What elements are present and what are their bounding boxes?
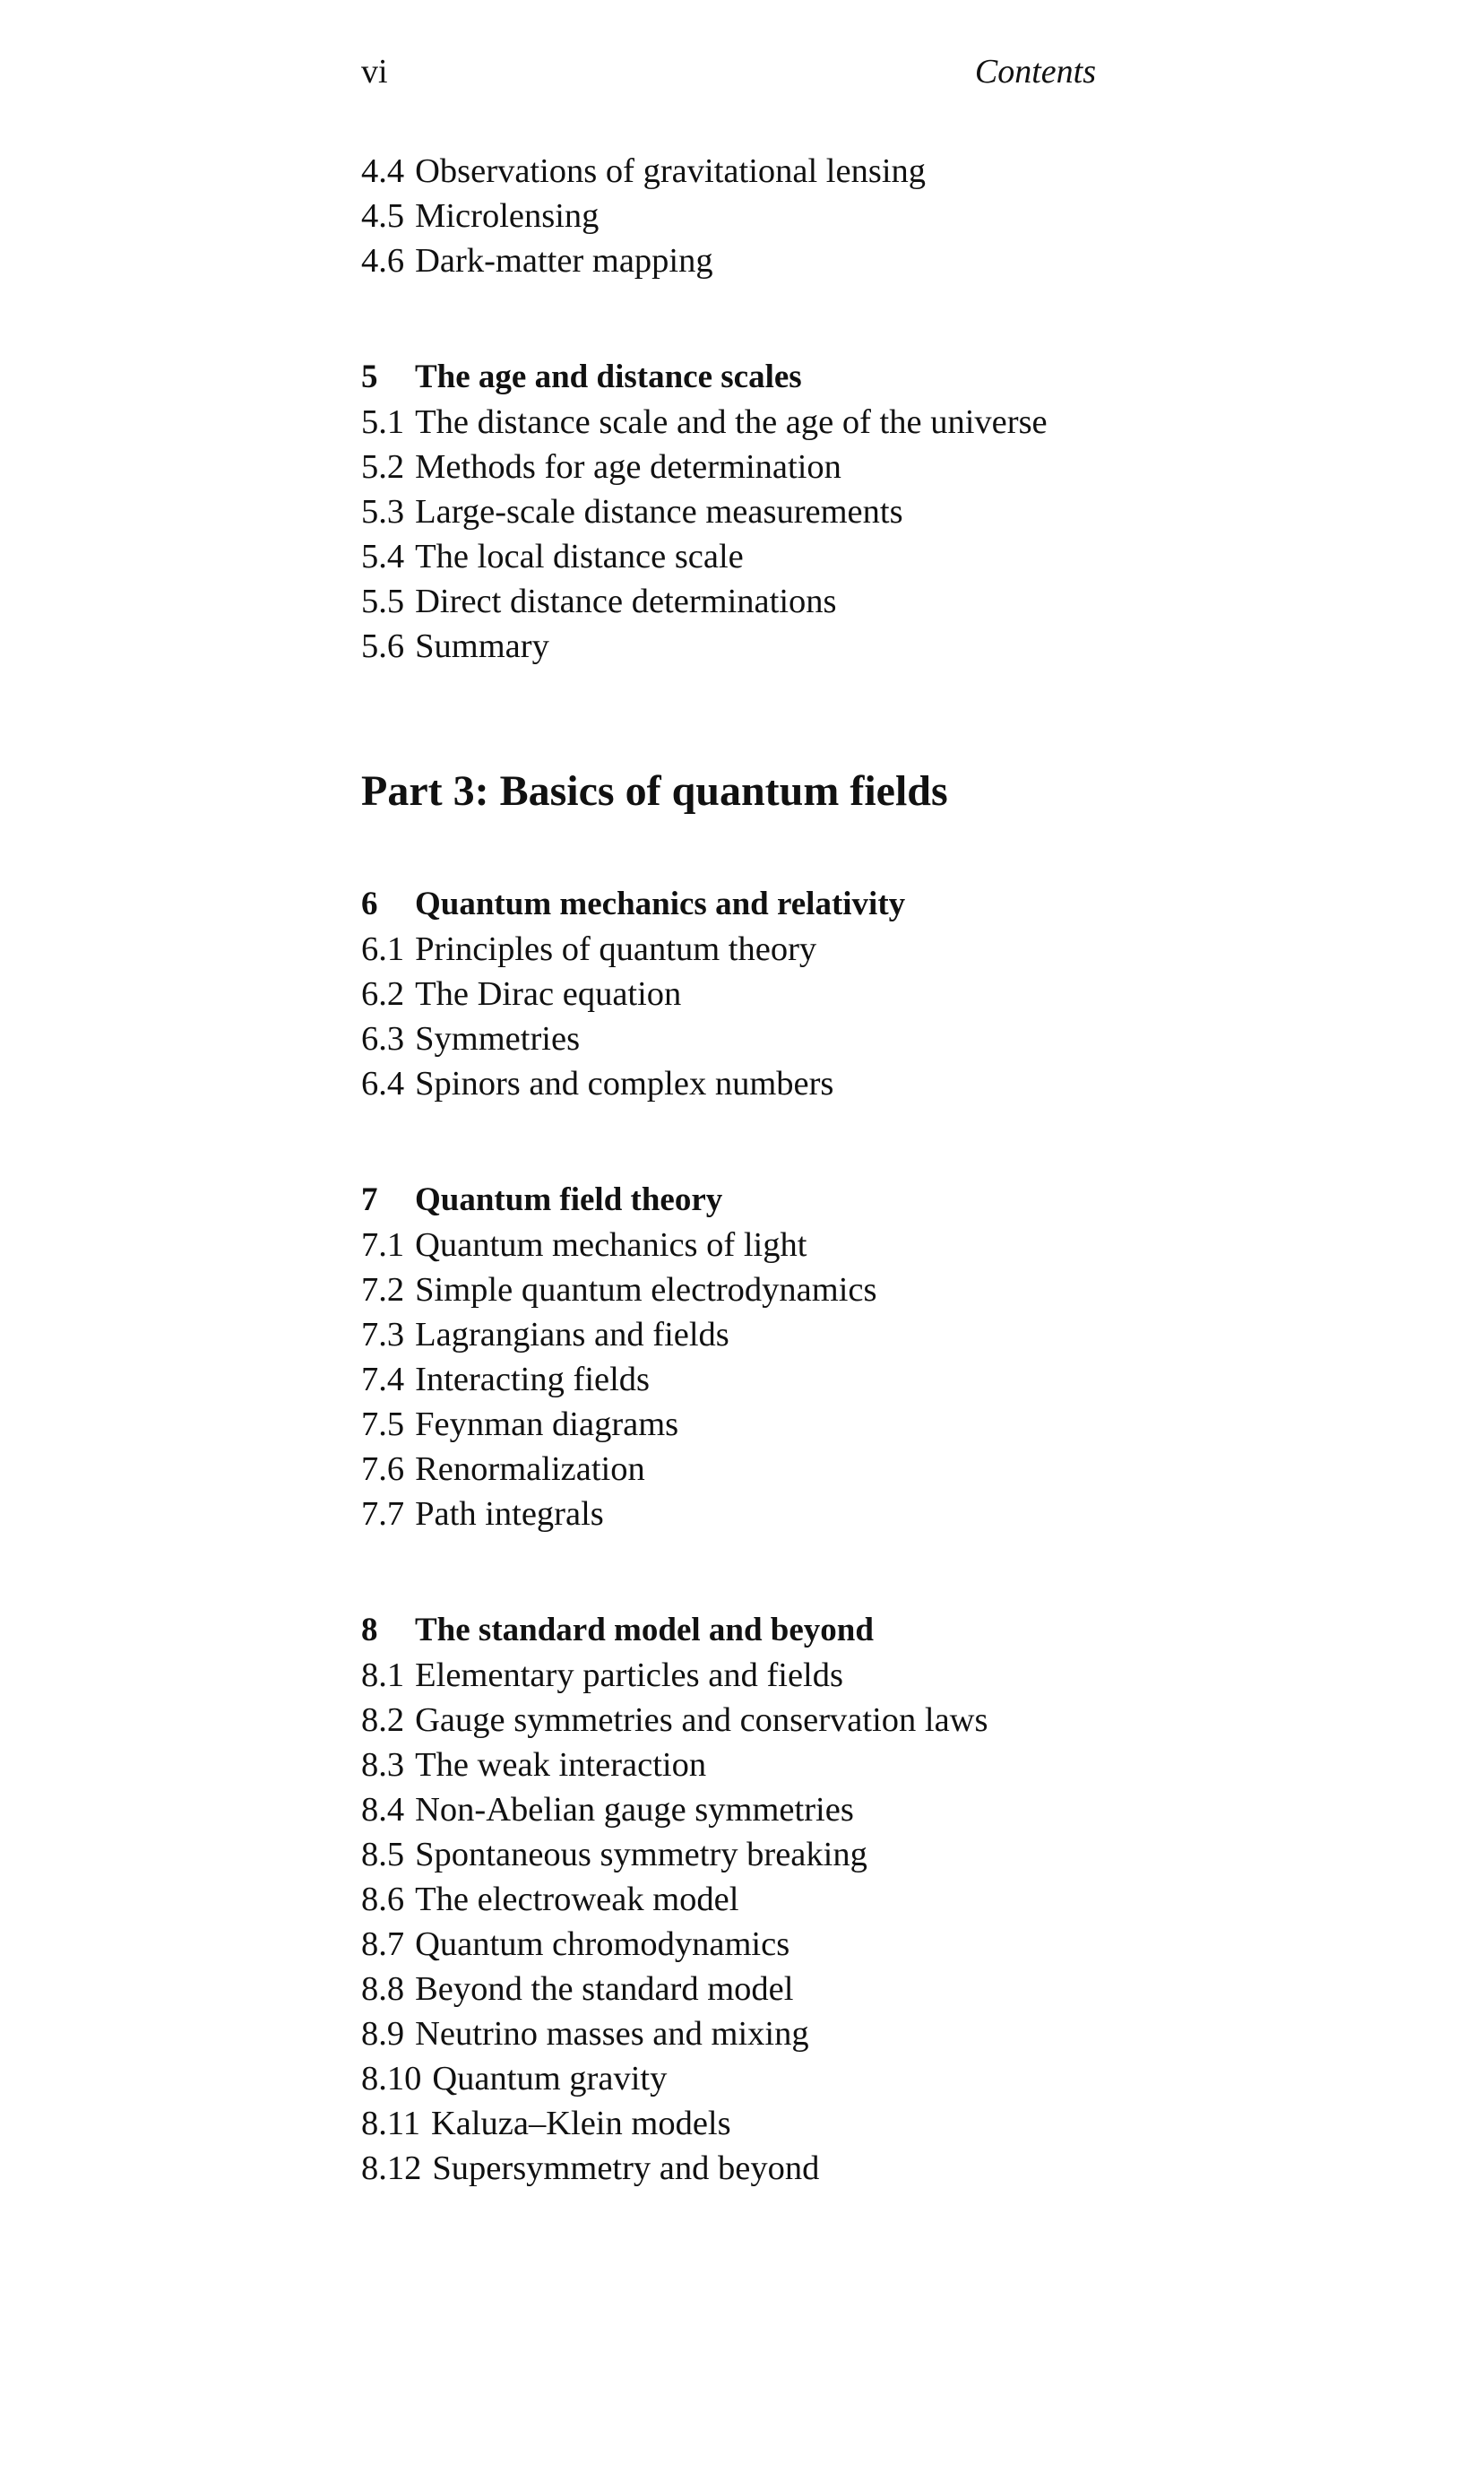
toc-entry-6-3[interactable]: 6.3 Symmetries [361,1020,581,1058]
toc-entry-6-2[interactable]: 6.2 The Dirac equation [361,975,682,1013]
toc-entry-8-9[interactable]: 8.9 Neutrino masses and mixing [361,2015,809,2053]
toc-entry-7-1[interactable]: 7.1 Quantum mechanics of light [361,1226,807,1264]
toc-entry-4-6[interactable]: 4.6 Dark-matter mapping [361,242,713,280]
page-number: vi [361,53,388,91]
toc-entry-7-6[interactable]: 7.6 Renormalization [361,1450,645,1488]
toc-entry-8-12[interactable]: 8.12 Supersymmetry and beyond [361,2149,820,2187]
toc-entry-4-5[interactable]: 4.5 Microlensing [361,197,600,235]
toc-entry-5-2[interactable]: 5.2 Methods for age determination [361,448,841,486]
table-of-contents [361,149,1347,2191]
toc-entry-6-1[interactable]: 6.1 Principles of quantum theory [361,930,817,968]
toc-entry-8-8[interactable]: 8.8 Beyond the standard model [361,1970,794,2008]
toc-entry-7-2[interactable]: 7.2 Simple quantum electrodynamics [361,1271,877,1309]
toc-entry-5-3[interactable]: 5.3 Large-scale distance measurements [361,493,903,531]
toc-entry-8-3[interactable]: 8.3 The weak interaction [361,1746,707,1784]
chapter-heading-7[interactable]: 7 Quantum field theory [361,1181,723,1218]
toc-entry-8-7[interactable]: 8.7 Quantum chromodynamics [361,1925,790,1963]
toc-entry-8-10[interactable]: 8.10 Quantum gravity [361,2060,668,2097]
toc-entry-8-1[interactable]: 8.1 Elementary particles and fields [361,1656,843,1694]
chapter-heading-5[interactable]: 5 The age and distance scales [361,359,802,395]
toc-entry-5-6[interactable]: 5.6 Summary [361,627,549,665]
toc-entry-7-3[interactable]: 7.3 Lagrangians and fields [361,1316,729,1354]
running-head [361,52,1096,97]
toc-entry-5-4[interactable]: 5.4 The local distance scale [361,538,744,575]
toc-entry-8-6[interactable]: 8.6 The electroweak model [361,1881,739,1918]
chapter-heading-8[interactable]: 8 The standard model and beyond [361,1612,874,1648]
toc-entry-7-5[interactable]: 7.5 Feynman diagrams [361,1405,679,1443]
toc-entry-6-4[interactable]: 6.4 Spinors and complex numbers [361,1065,834,1103]
toc-entry-8-5[interactable]: 8.5 Spontaneous symmetry breaking [361,1836,867,1873]
part-heading-3[interactable]: Part 3: Basics of quantum fields [361,767,948,815]
toc-entry-8-4[interactable]: 8.4 Non-Abelian gauge symmetries [361,1791,854,1829]
toc-entry-7-4[interactable]: 7.4 Interacting fields [361,1361,651,1398]
toc-entry-7-7[interactable]: 7.7 Path integrals [361,1495,604,1533]
toc-entry-8-2[interactable]: 8.2 Gauge symmetries and conservation laws [361,1701,988,1739]
running-title: Contents [974,53,1096,91]
chapter-heading-6[interactable]: 6 Quantum mechanics and relativity [361,886,906,922]
toc-entry-5-1[interactable]: 5.1 The distance scale and the age of the universe [361,403,1048,441]
toc-entry-8-11[interactable]: 8.11 Kaluza–Klein models [361,2105,731,2142]
toc-entry-4-4[interactable]: 4.4 Observations of gravitational lensing [361,152,927,190]
toc-entry-5-5[interactable]: 5.5 Direct distance determinations [361,583,837,620]
